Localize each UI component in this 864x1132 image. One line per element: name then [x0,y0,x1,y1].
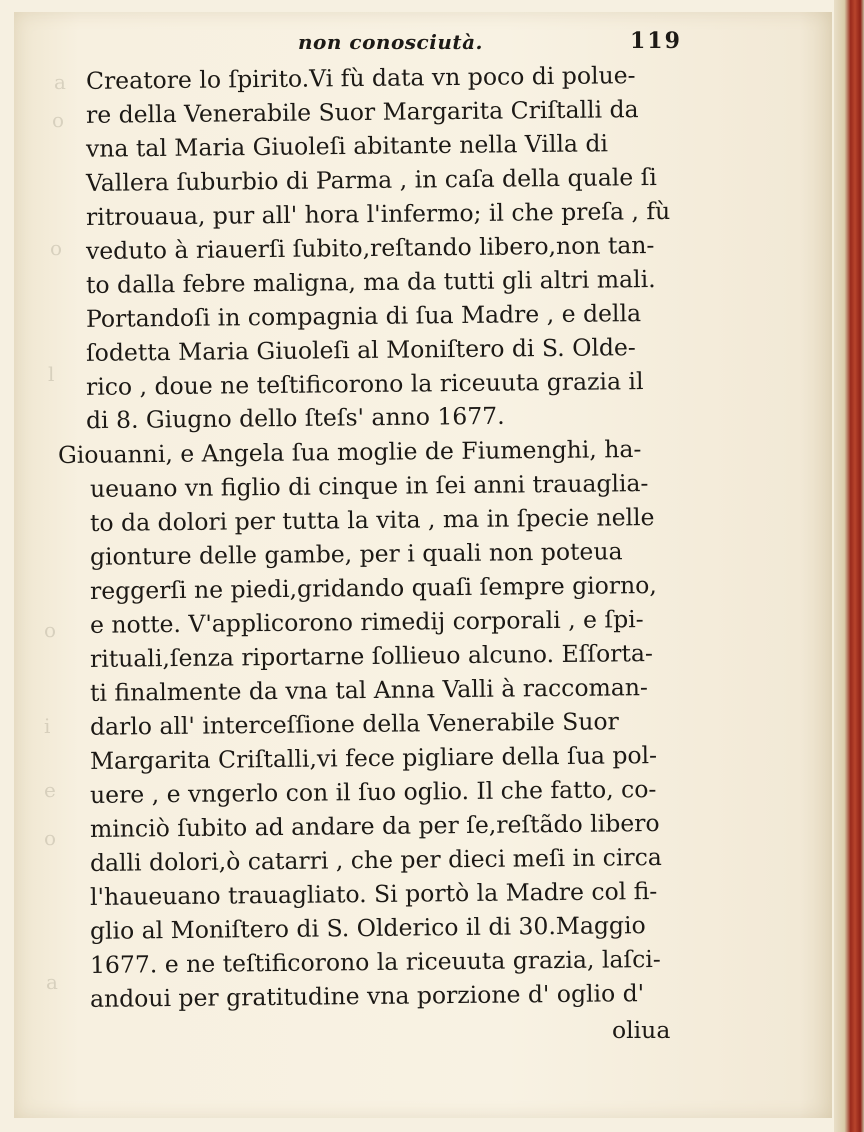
text-line: ſodetta Maria Giuoleſi al Moniſtero di S. Olde- [85,333,636,367]
text-line: darlo all' interceſſione della Venerabile Suor [89,707,619,741]
text-line: to da dolori per tutta la vita , ma in ſpecie nelle [89,503,655,537]
text-line: veduto à riauerſi ſubito,reſtando libero,non tan- [85,231,655,265]
text-line: vna tal Maria Giuoleſi abitante nella Villa di [85,129,609,163]
text-line: glio al Moniſtero di S. Olderico il di 30.Maggio [89,911,646,945]
text-line: rituali,ſenza riportarne ſollieuo alcuno. Eſſorta- [89,639,653,673]
text-line: Vallera ſuburbio di Parma , in caſa della quale ſi [85,163,658,197]
running-head: non conosciutà. [298,30,484,54]
text-line: andoui per gratitudine vna porzione d' oglio d' [89,979,645,1013]
text-line: re della Venerabile Suor Margarita Criſtalli da [85,95,639,129]
text-line: gionture delle gambe, per i quali non poteua [89,537,623,571]
text-line: reggerſi ne piedi,gridando quaſi ſempre giorno, [89,571,657,605]
show-through-bleed: a o o l o i e o a [44,70,66,994]
book-spine-edge [834,0,864,1132]
text-line: minciò ſubito ad andare da per ſe,reſtãdo libero [89,809,660,843]
text-line: di 8. Giugno dello ſteſs' anno 1677. [85,401,505,435]
text-line: dalli dolori,ò catarri , che per dieci meſi in circa [89,843,662,877]
text-line: rico , doue ne teſtificorono la riceuuta grazia il [85,367,644,401]
text-line: Margarita Criſtalli,vi fece pigliare della ſua pol- [89,741,658,775]
text-line: uere , e vngerlo con il ſuo oglio. Il che fatto, co- [89,775,657,809]
text-line: e notte. V'applicorono rimedij corporali , e ſpi- [89,605,644,639]
text-line: Portandoſi in compagnia di ſua Madre , e della [85,299,642,333]
text-line: ti finalmente da vna tal Anna Valli à raccoman- [89,673,649,707]
catchword: oliua [612,1016,671,1044]
text-line: 1677. e ne teſtificorono la riceuuta grazia, laſci- [89,945,661,979]
page-number: 119 [630,28,682,54]
page-paper [14,12,832,1118]
text-line: l'haueuano trauagliato. Si portò la Madre col fi- [89,877,658,911]
text-line: ueuano vn figlio di cinque in ſei anni trauaglia- [89,469,649,503]
text-line: Creatore lo ſpirito.Vi fù data vn poco di polue- [85,61,636,95]
page-header [14,26,832,56]
text-line: Giouanni, e Angela ſua moglie de Fiumenghi, ha- [57,434,642,470]
text-line: ritrouaua, pur all' hora l'infermo; il che preſa , fù [85,196,671,232]
text-line: to dalla febre maligna, ma da tutti gli altri mali. [85,265,656,299]
